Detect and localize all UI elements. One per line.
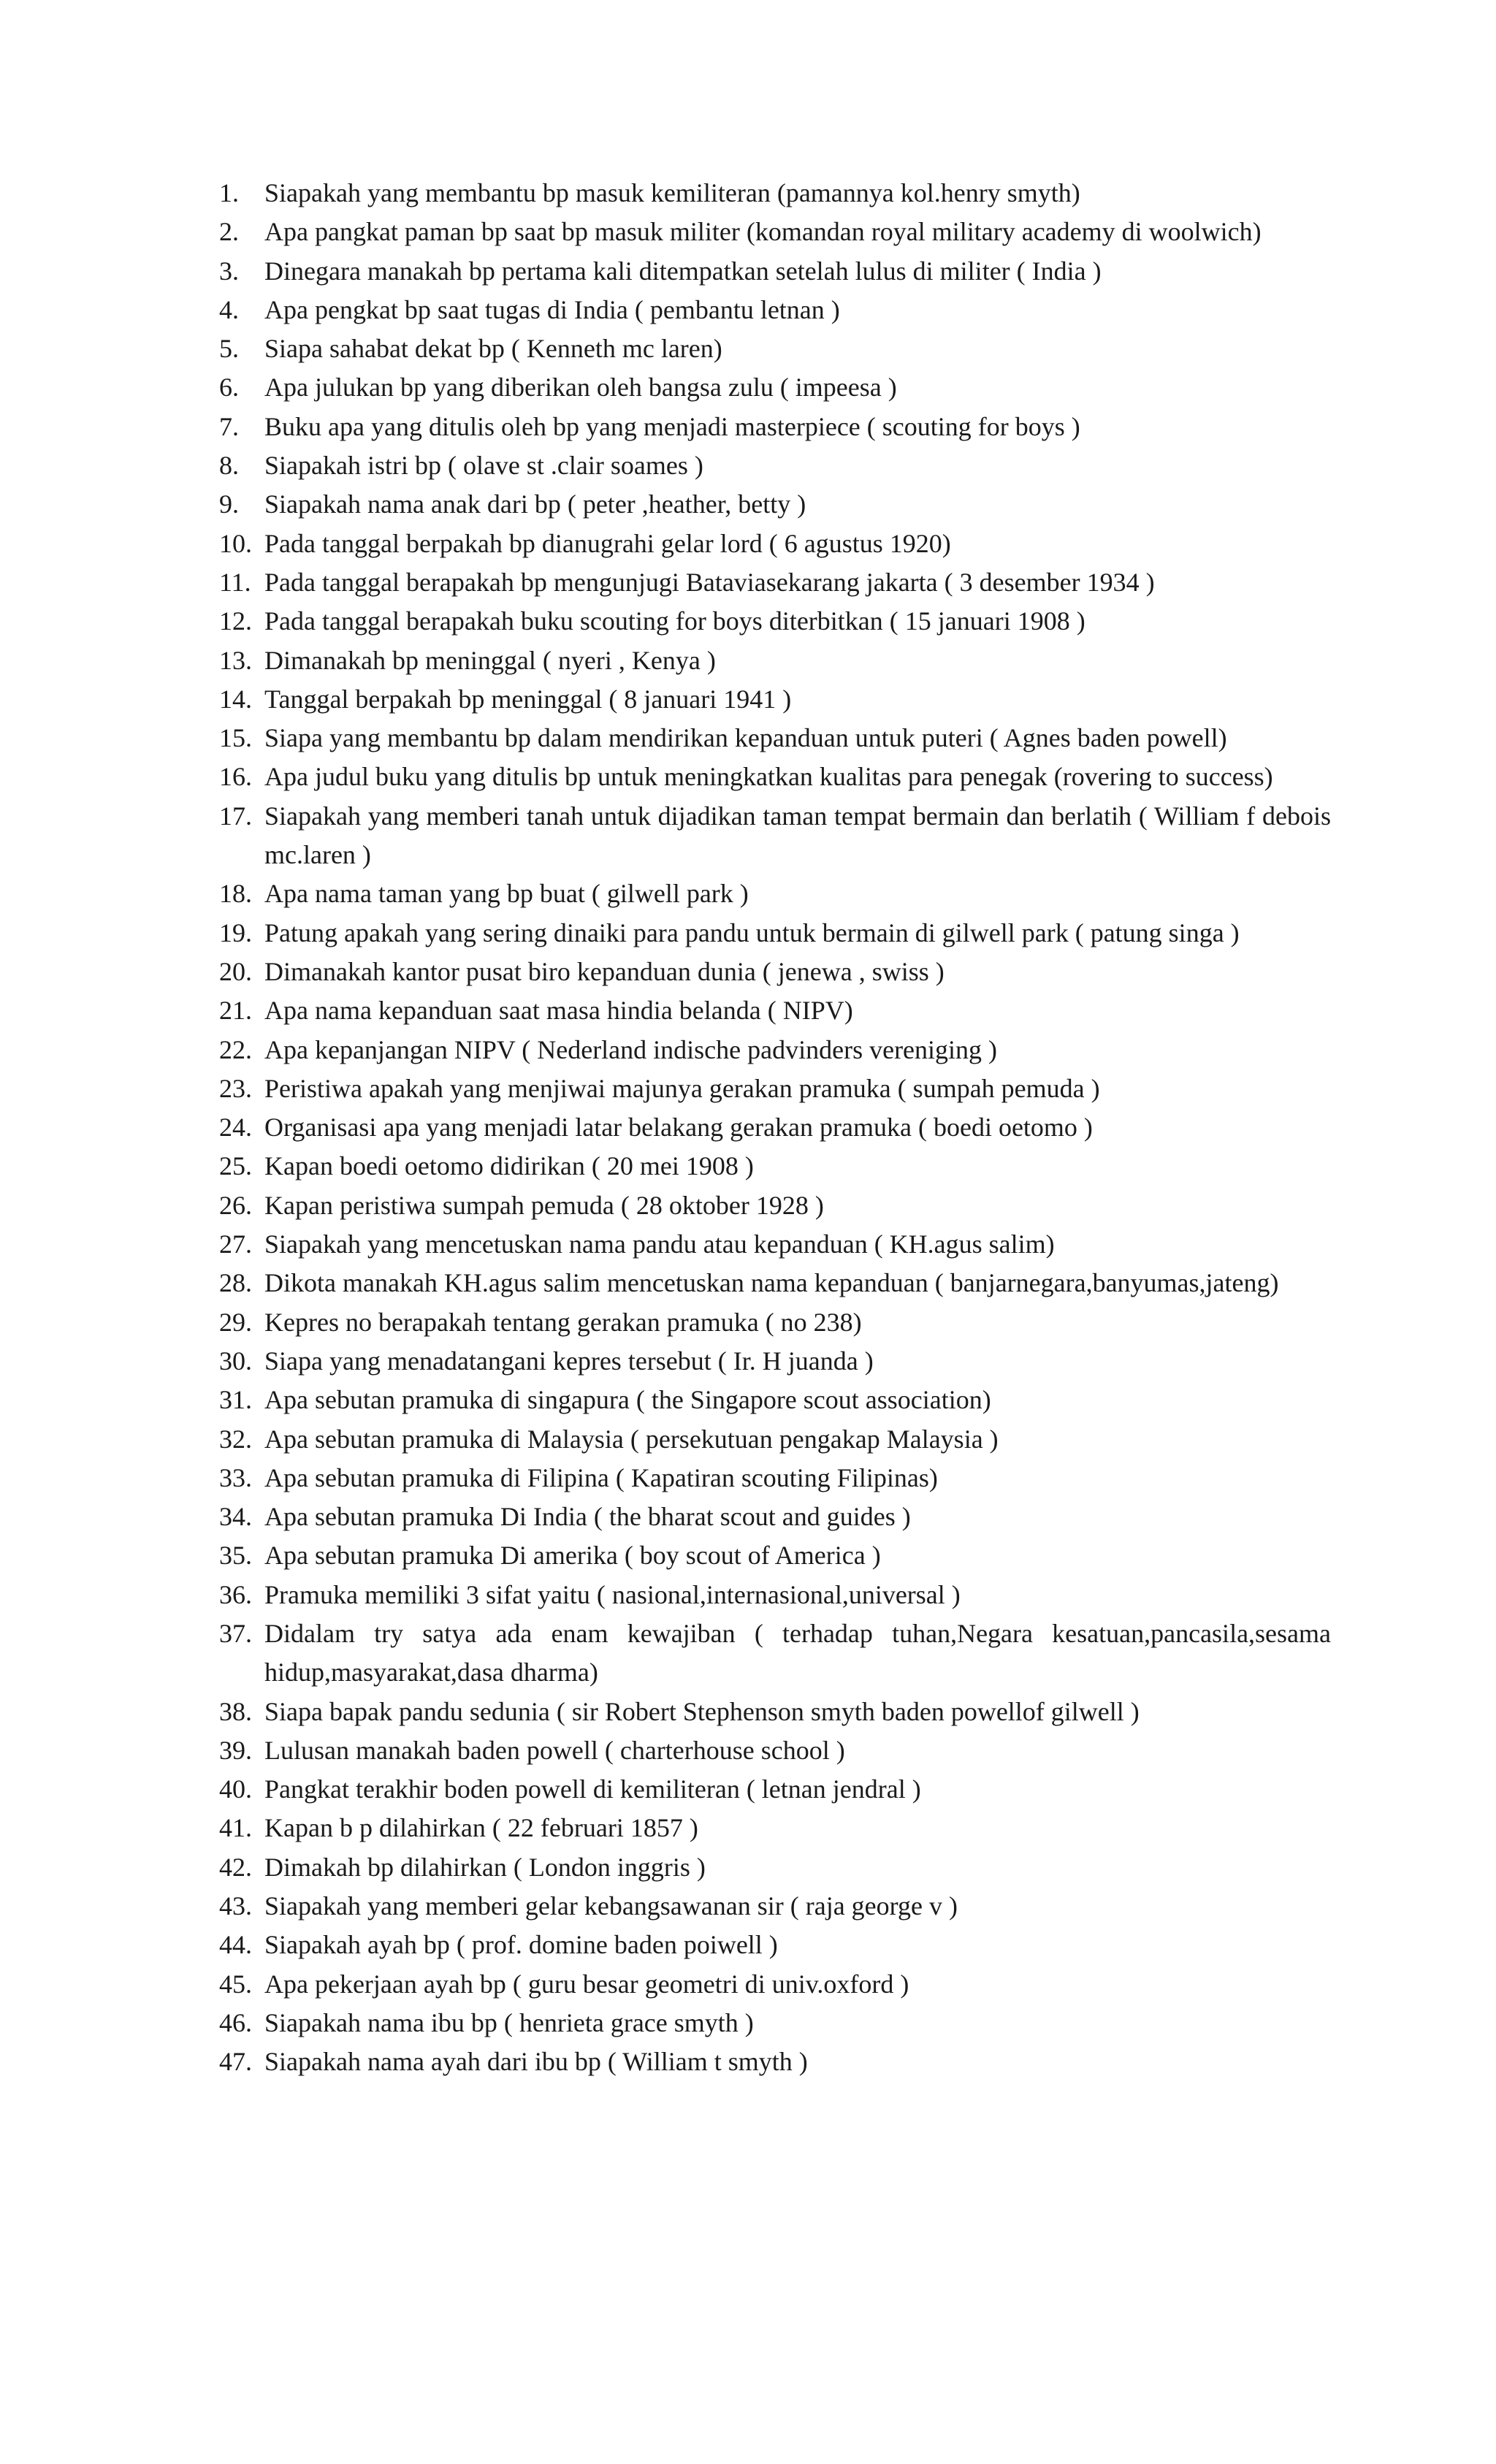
question-number: 23. (219, 1073, 252, 1103)
question-text: Kapan peristiwa sumpah pemuda ( 28 oktober 1928 ) (264, 1190, 824, 1220)
question-number: 16. (219, 762, 252, 792)
question-item (219, 1576, 1331, 1614)
question-item (219, 1108, 1331, 1147)
question-number: 15. (219, 723, 252, 753)
question-number: 32. (219, 1424, 252, 1454)
question-text: Apa nama kepanduan saat masa hindia belanda ( NIPV) (264, 996, 853, 1026)
question-text: Kapan b p dilahirkan ( 22 februari 1857 ) (264, 1813, 698, 1843)
question-number: 14. (219, 684, 252, 714)
question-item (219, 953, 1331, 991)
question-item (219, 174, 1331, 213)
question-item (219, 2042, 1331, 2081)
question-item (219, 408, 1331, 446)
question-number: 17. (219, 801, 252, 831)
question-item (219, 446, 1331, 485)
question-text: Siapakah istri bp ( olave st .clair soames ) (264, 451, 703, 481)
question-number: 7. (219, 411, 239, 441)
question-item (219, 1536, 1331, 1575)
question-item (219, 329, 1331, 368)
question-text: Dinegara manakah bp pertama kali ditempatkan setelah lulus di militer ( India ) (264, 256, 1102, 286)
question-item (219, 1498, 1331, 1536)
question-number: 27. (219, 1229, 252, 1259)
question-number: 45. (219, 1969, 252, 1999)
question-text: Patung apakah yang sering dinaiki para pandu untuk bermain di gilwell park ( patung singa ) (264, 918, 1240, 947)
question-text: Siapakah ayah bp ( prof. domine baden poiwell ) (264, 1930, 778, 1960)
question-item (219, 1069, 1331, 1108)
question-number: 10. (219, 528, 252, 558)
question-item (219, 1693, 1331, 1731)
question-item (219, 1848, 1331, 1887)
question-item (219, 563, 1331, 602)
question-item (219, 1459, 1331, 1498)
question-text: Siapakah yang membantu bp masuk kemiliteran (pamannya kol.henry smyth) (264, 178, 1080, 207)
question-number: 22. (219, 1034, 252, 1064)
question-item (219, 874, 1331, 913)
question-number: 6. (219, 373, 239, 403)
question-number: 2. (219, 217, 239, 247)
question-item (219, 641, 1331, 680)
question-text: Kepres no berapakah tentang gerakan pramuka ( no 238) (264, 1307, 862, 1337)
question-number: 24. (219, 1113, 252, 1143)
question-item (219, 485, 1331, 524)
question-text: Dimakah bp dilahirkan ( London inggris ) (264, 1852, 706, 1882)
question-text: Dimanakah kantor pusat biro kepanduan dunia ( jenewa , swiss ) (264, 956, 944, 986)
question-item (219, 1965, 1331, 2004)
question-item (219, 1225, 1331, 1264)
question-text: Siapakah yang mencetuskan nama pandu atau kepanduan ( KH.agus salim) (264, 1229, 1055, 1259)
question-text: Siapakah nama anak dari bp ( peter ,heather, betty ) (264, 489, 806, 519)
question-text: Pangkat terakhir boden powell di kemiliteran ( letnan jendral ) (264, 1774, 921, 1804)
question-text: Apa pekerjaan ayah bp ( guru besar geometri di univ.oxford ) (264, 1969, 909, 1999)
question-text: Apa julukan bp yang diberikan oleh bangsa zulu ( impeesa ) (264, 373, 897, 403)
question-number: 37. (219, 1618, 252, 1648)
question-text: Organisasi apa yang menjadi latar belakang gerakan pramuka ( boedi oetomo ) (264, 1113, 1093, 1143)
question-number: 5. (219, 334, 239, 364)
question-text: Apa pangkat paman bp saat bp masuk militer (komandan royal military academy di woolwich) (264, 217, 1262, 247)
question-text: Siapa sahabat dekat bp ( Kenneth mc laren) (264, 334, 722, 364)
question-number: 18. (219, 879, 252, 909)
question-item (219, 797, 1331, 875)
question-item (219, 602, 1331, 641)
question-text: Siapakah yang memberi gelar kebangsawanan sir ( raja george v ) (264, 1891, 958, 1921)
question-item (219, 1342, 1331, 1381)
question-number: 3. (219, 256, 239, 286)
question-text: Siapa yang menadatangani kepres tersebut ( Ir. H juanda ) (264, 1346, 874, 1376)
question-item (219, 1147, 1331, 1186)
question-item (219, 1809, 1331, 1847)
question-text: Pada tanggal berapakah bp mengunjugi Bataviasekarang jakarta ( 3 desember 1934 ) (264, 567, 1155, 597)
question-item (219, 1031, 1331, 1069)
question-number: 25. (219, 1151, 252, 1181)
question-text: Apa pengkat bp saat tugas di India ( pembantu letnan ) (264, 294, 840, 324)
question-item (219, 1926, 1331, 1964)
question-item (219, 368, 1331, 407)
question-number: 28. (219, 1268, 252, 1298)
question-text: Apa sebutan pramuka di singapura ( the Singapore scout association) (264, 1385, 991, 1415)
question-number: 40. (219, 1774, 252, 1804)
question-text: Pramuka memiliki 3 sifat yaitu ( nasional,internasional,universal ) (264, 1579, 961, 1609)
question-number: 41. (219, 1813, 252, 1843)
question-number: 9. (219, 489, 239, 519)
question-item (219, 1186, 1331, 1225)
question-number: 46. (219, 2007, 252, 2037)
question-number: 39. (219, 1735, 252, 1765)
question-number: 21. (219, 996, 252, 1026)
question-number: 33. (219, 1462, 252, 1492)
question-text: Apa sebutan pramuka di Filipina ( Kapatiran scouting Filipinas) (264, 1462, 938, 1492)
question-number: 38. (219, 1696, 252, 1726)
question-item (219, 1887, 1331, 1926)
question-item (219, 914, 1331, 953)
question-text: Apa sebutan pramuka Di amerika ( boy scout of America ) (264, 1541, 881, 1571)
question-number: 30. (219, 1346, 252, 1376)
question-number: 35. (219, 1541, 252, 1571)
question-item (219, 1770, 1331, 1809)
question-text: Dikota manakah KH.agus salim mencetuskan nama kepanduan ( banjarnegara,banyumas,jateng) (264, 1268, 1279, 1298)
question-number: 42. (219, 1852, 252, 1882)
question-text: Peristiwa apakah yang menjiwai majunya gerakan pramuka ( sumpah pemuda ) (264, 1073, 1100, 1103)
question-text: Didalam try satya ada enam kewajiban ( terhadap tuhan,Negara kesatuan,pancasila,sesama hidup,masyarakat,dasa dharma) (264, 1618, 1331, 1687)
question-number: 1. (219, 178, 239, 207)
question-item (219, 991, 1331, 1030)
question-item (219, 719, 1331, 758)
question-item (219, 758, 1331, 796)
question-text: Siapakah yang memberi tanah untuk dijadikan taman tempat bermain dan berlatih ( William f debois mc.laren ) (264, 801, 1331, 870)
question-item (219, 1303, 1331, 1342)
question-text: Siapa yang membantu bp dalam mendirikan kepanduan untuk puteri ( Agnes baden powell) (264, 723, 1227, 753)
question-text: Apa sebutan pramuka Di India ( the bharat scout and guides ) (264, 1502, 911, 1532)
question-item (219, 1420, 1331, 1459)
question-item (219, 291, 1331, 329)
question-text: Pada tanggal berapakah buku scouting for boys diterbitkan ( 15 januari 1908 ) (264, 606, 1085, 636)
question-number: 12. (219, 606, 252, 636)
question-list (219, 174, 1331, 2082)
question-text: Kapan boedi oetomo didirikan ( 20 mei 1908 ) (264, 1151, 754, 1181)
question-number: 43. (219, 1891, 252, 1921)
question-item (219, 252, 1331, 291)
question-number: 13. (219, 645, 252, 675)
question-number: 11. (219, 567, 251, 597)
question-item (219, 680, 1331, 719)
question-text: Tanggal berpakah bp meninggal ( 8 januari 1941 ) (264, 684, 792, 714)
question-text: Siapakah nama ayah dari ibu bp ( William t smyth ) (264, 2047, 808, 2077)
question-text: Apa nama taman yang bp buat ( gilwell park ) (264, 879, 749, 909)
question-number: 47. (219, 2047, 252, 2077)
question-item (219, 1381, 1331, 1419)
question-number: 20. (219, 956, 252, 986)
question-item (219, 2004, 1331, 2042)
question-text: Dimanakah bp meninggal ( nyeri , Kenya ) (264, 645, 716, 675)
question-text: Buku apa yang ditulis oleh bp yang menjadi masterpiece ( scouting for boys ) (264, 411, 1080, 441)
question-item (219, 1614, 1331, 1693)
question-text: Apa kepanjangan NIPV ( Nederland indische padvinders vereniging ) (264, 1034, 998, 1064)
question-item (219, 213, 1331, 251)
question-item (219, 525, 1331, 563)
question-text: Lulusan manakah baden powell ( charterhouse school ) (264, 1735, 845, 1765)
question-number: 8. (219, 451, 239, 481)
question-text: Siapa bapak pandu sedunia ( sir Robert Stephenson smyth baden powellof gilwell ) (264, 1696, 1140, 1726)
question-text: Pada tanggal berpakah bp dianugrahi gelar lord ( 6 agustus 1920) (264, 528, 951, 558)
question-text: Apa sebutan pramuka di Malaysia ( persekutuan pengakap Malaysia ) (264, 1424, 999, 1454)
question-item (219, 1731, 1331, 1770)
question-number: 26. (219, 1190, 252, 1220)
question-number: 19. (219, 918, 252, 947)
question-number: 44. (219, 1930, 252, 1960)
question-text: Apa judul buku yang ditulis bp untuk meningkatkan kualitas para penegak (rovering to success) (264, 762, 1273, 792)
question-item (219, 1264, 1331, 1302)
question-text: Siapakah nama ibu bp ( henrieta grace smyth ) (264, 2007, 754, 2037)
question-number: 4. (219, 294, 239, 324)
question-number: 29. (219, 1307, 252, 1337)
question-number: 31. (219, 1385, 252, 1415)
question-number: 34. (219, 1502, 252, 1532)
question-number: 36. (219, 1579, 252, 1609)
